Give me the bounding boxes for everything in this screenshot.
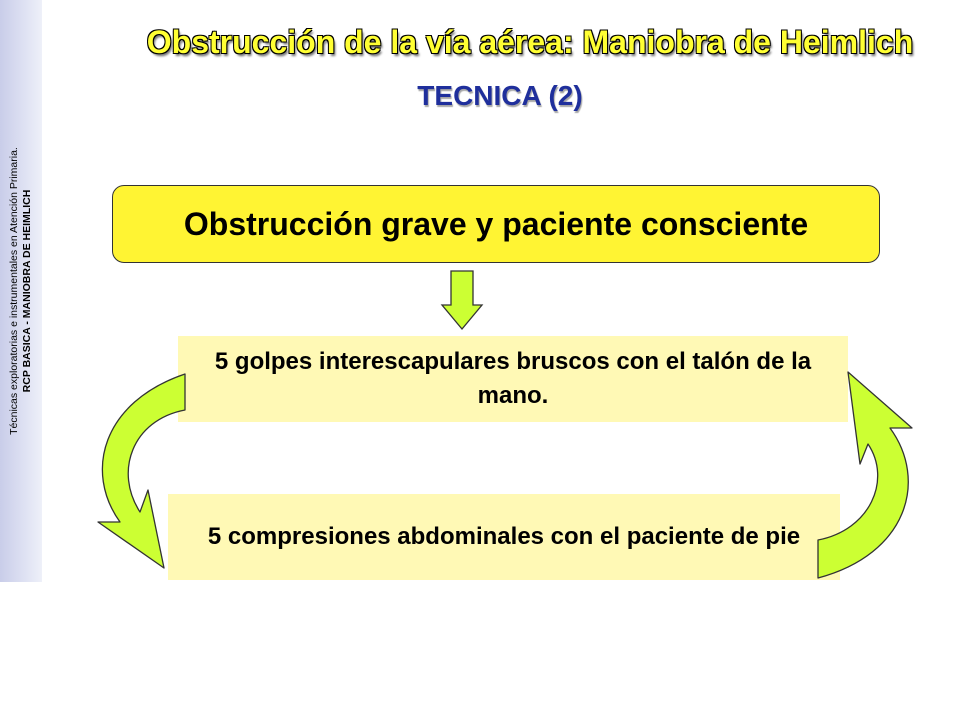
slide-title: Obstrucción de la vía aérea: Maniobra de Heimlich [146,24,914,60]
step-abdominal-thrusts-label: 5 compresiones abdominales con el paciente de pie [207,523,801,550]
step-back-blows [178,336,848,422]
condition-label: Obstrucción grave y paciente consciente [183,205,809,242]
side-band [0,0,42,582]
arrow-down-icon [440,269,484,331]
slide-subtitle: TECNICA (2) [417,80,583,111]
step-abdominal-thrusts [168,494,840,580]
side-caption-line2: RCP BASICA - MANIOBRA DE HEIMLICH [21,189,33,393]
curved-arrow-down-icon [92,372,202,572]
condition-box [112,185,880,263]
curved-arrow-up-icon [812,368,918,580]
side-caption-line1: Técnicas exploratorias e instrumentales en Atención Primaria. [8,147,20,435]
step-back-blows-label: 5 golpes interescapulares bruscos con el talón de la mano. [214,348,812,409]
side-caption [8,11,34,571]
